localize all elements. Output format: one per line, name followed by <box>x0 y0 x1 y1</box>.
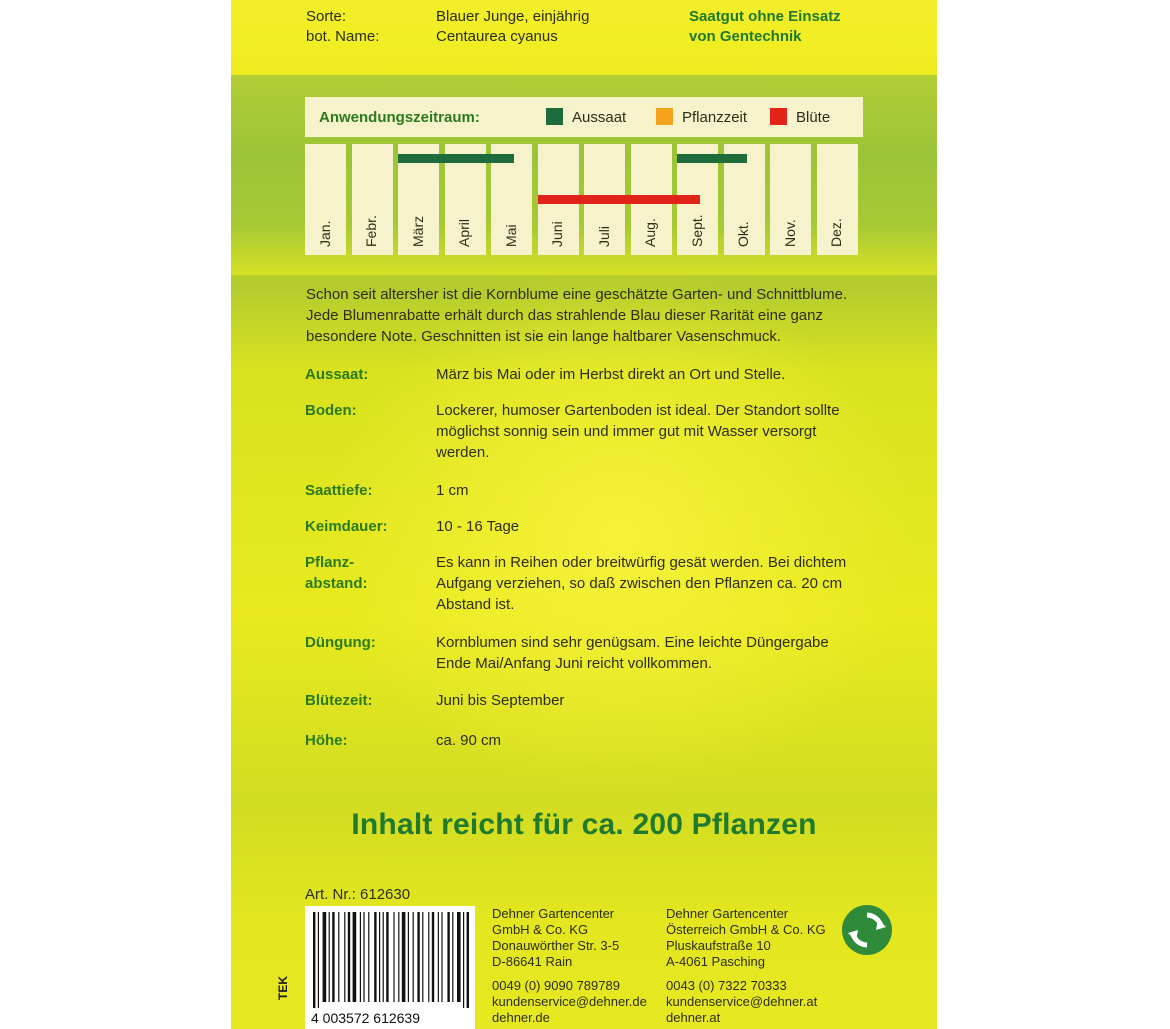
barcode-bar <box>432 912 434 1002</box>
sowing-calendar <box>305 97 863 255</box>
legend-label-aussaat: Aussaat <box>572 109 627 126</box>
month-label: Juli <box>595 225 612 247</box>
barcode-bar <box>383 912 384 1002</box>
contact-at <box>666 978 817 1026</box>
barcode-bar <box>363 912 364 1002</box>
barcode-bar <box>332 912 334 1002</box>
barcode-bar <box>452 912 453 1002</box>
month-label: Dez. <box>828 218 844 247</box>
contact-de-phone: 0049 (0) 9090 789789 <box>492 978 620 993</box>
address-de-line: D-86641 Rain <box>492 954 573 969</box>
botname-label: bot. Name: <box>306 28 380 45</box>
legend-swatch-aussaat <box>546 108 563 125</box>
barcode-bar <box>368 912 369 1002</box>
barcode-bar <box>344 912 345 1002</box>
barcode-bar <box>457 912 461 1002</box>
detail-value: Lockerer, humoser Gartenboden ist ideal. Der Standort sollte möglichst sonnig sein und immer gut mit Wasser versorgt werden. <box>436 402 840 461</box>
detail-label: Saattiefe: <box>305 482 373 499</box>
legend-swatch-bluete <box>770 108 787 125</box>
month-label: Febr. <box>363 215 379 247</box>
barcode-digits: 4 003572 612639 <box>311 1010 420 1026</box>
address-de-line: Dehner Gartencenter <box>492 906 615 921</box>
detail-label: Pflanz- abstand: <box>305 554 368 592</box>
barcode-bar <box>360 912 361 1002</box>
month-column <box>352 144 393 255</box>
seed-packet-back <box>231 0 937 1029</box>
barcode-bar <box>428 912 429 1002</box>
month-label: Aug. <box>642 218 658 247</box>
gentech-line-2: von Gentechnik <box>689 28 802 45</box>
month-column <box>305 144 346 255</box>
month-label: Nov. <box>781 219 798 247</box>
detail-label: Boden: <box>305 402 357 419</box>
gentech-line-1: Saatgut ohne Einsatz <box>689 8 841 25</box>
barcode-bar <box>447 912 449 1002</box>
barcode-bar <box>398 912 399 1002</box>
contact-de-web: dehner.de <box>492 1010 550 1025</box>
detail-value: 10 - 16 Tage <box>436 518 520 535</box>
month-label: März <box>409 215 426 247</box>
detail-label: Aussaat: <box>305 366 369 383</box>
content-headline: Inhalt reicht für ca. 200 Pflanzen <box>351 808 817 841</box>
barcode-bar <box>417 912 419 1002</box>
recycle-icon <box>842 905 892 955</box>
address-de <box>492 906 619 970</box>
month-column <box>770 144 811 255</box>
barcode-bar <box>402 912 406 1002</box>
month-column <box>817 144 858 255</box>
legend-swatch-pflanzzeit <box>656 108 673 125</box>
calendar-header <box>305 97 863 137</box>
detail-value: Es kann in Reihen oder breitwürfig gesät werden. Bei dichtem Aufgang verziehen, so daß zwischen den Pflanzen ca. 20 cm Abstand ist. <box>436 554 847 613</box>
month-label: April <box>456 218 472 247</box>
barcode-bar <box>393 912 394 1002</box>
month-label: Mai <box>502 224 519 247</box>
detail-value: Juni bis September <box>436 692 565 709</box>
detail-value: ca. 90 cm <box>436 732 502 749</box>
contact-at-phone: 0043 (0) 7322 70333 <box>666 978 787 993</box>
barcode-bar <box>379 912 380 1002</box>
sorte-value: Blauer Junge, einjährig <box>436 8 590 25</box>
barcode-bar <box>338 912 339 1002</box>
barcode-bar <box>438 912 439 1002</box>
address-at-line: Pluskaufstraße 10 <box>666 938 771 953</box>
contact-at-web: dehner.at <box>666 1010 721 1025</box>
barcode-bar <box>422 912 423 1002</box>
contact-de-email: kundenservice@dehner.de <box>492 994 647 1009</box>
legend-label-bluete: Blüte <box>796 109 831 126</box>
detail-value: 1 cm <box>436 482 469 499</box>
month-label: Jan. <box>316 220 333 247</box>
detail-label: Blütezeit: <box>305 692 373 709</box>
barcode-bar <box>323 912 327 1002</box>
detail-label: Düngung: <box>305 634 376 651</box>
contact-at-email: kundenservice@dehner.at <box>666 994 818 1009</box>
contact-de <box>492 978 647 1026</box>
barcode-bar <box>313 912 315 1008</box>
barcode-bar <box>374 912 376 1002</box>
month-label: Okt. <box>735 221 751 247</box>
barcode-bar <box>348 912 350 1002</box>
calendar-title: Anwendungszeitraum: <box>319 109 480 126</box>
barcode-bar <box>441 912 442 1002</box>
barcode-bar <box>408 912 409 1002</box>
detail-value: März bis Mai oder im Herbst direkt an Ort und Stelle. <box>436 366 786 383</box>
tek-logo <box>276 940 298 1000</box>
period-bar-aussaat <box>677 154 747 163</box>
barcode-bar <box>318 912 319 1008</box>
period-bar-bluete <box>538 195 701 204</box>
barcode-bar <box>463 912 464 1008</box>
barcode-bar <box>413 912 414 1002</box>
tek-logo-text: TEK <box>276 976 290 1000</box>
botname-value: Centaurea cyanus <box>436 28 558 45</box>
month-label: Juni <box>549 221 565 247</box>
barcode-bar <box>353 912 357 1002</box>
month-label: Sept. <box>688 214 705 247</box>
barcode <box>305 906 475 1029</box>
address-at-line: Dehner Gartencenter <box>666 906 789 921</box>
detail-label: Höhe: <box>305 732 348 749</box>
address-at-line: Österreich GmbH & Co. KG <box>666 922 826 937</box>
detail-value: Kornblumen sind sehr genügsam. Eine leichte Düngergabe Ende Mai/Anfang Juni reicht vollkommen. <box>436 634 829 672</box>
address-de-line: GmbH & Co. KG <box>492 922 589 937</box>
address-de-line: Donauwörther Str. 3-5 <box>492 938 620 953</box>
intro-text: Schon seit altersher ist die Kornblume eine geschätzte Garten- und Schnittblume. Jede Blumenrabatte erhält durch das strahlende Blau dieser Rarität eine ganz besondere Note. Geschnitten ist sie ein lange haltbarer Vasenschmuck. <box>306 286 848 345</box>
legend-label-pflanzzeit: Pflanzzeit <box>682 109 748 126</box>
period-bar-aussaat <box>398 154 514 163</box>
article-number: Art. Nr.: 612630 <box>305 886 411 903</box>
sorte-label: Sorte: <box>306 8 347 25</box>
barcode-bar <box>386 912 388 1002</box>
address-at-line: A-4061 Pasching <box>666 954 766 969</box>
barcode-bar <box>467 912 469 1008</box>
address-at <box>666 906 826 970</box>
barcode-bar <box>329 912 330 1002</box>
detail-label: Keimdauer: <box>305 518 388 535</box>
barcode-bars <box>305 906 475 1029</box>
